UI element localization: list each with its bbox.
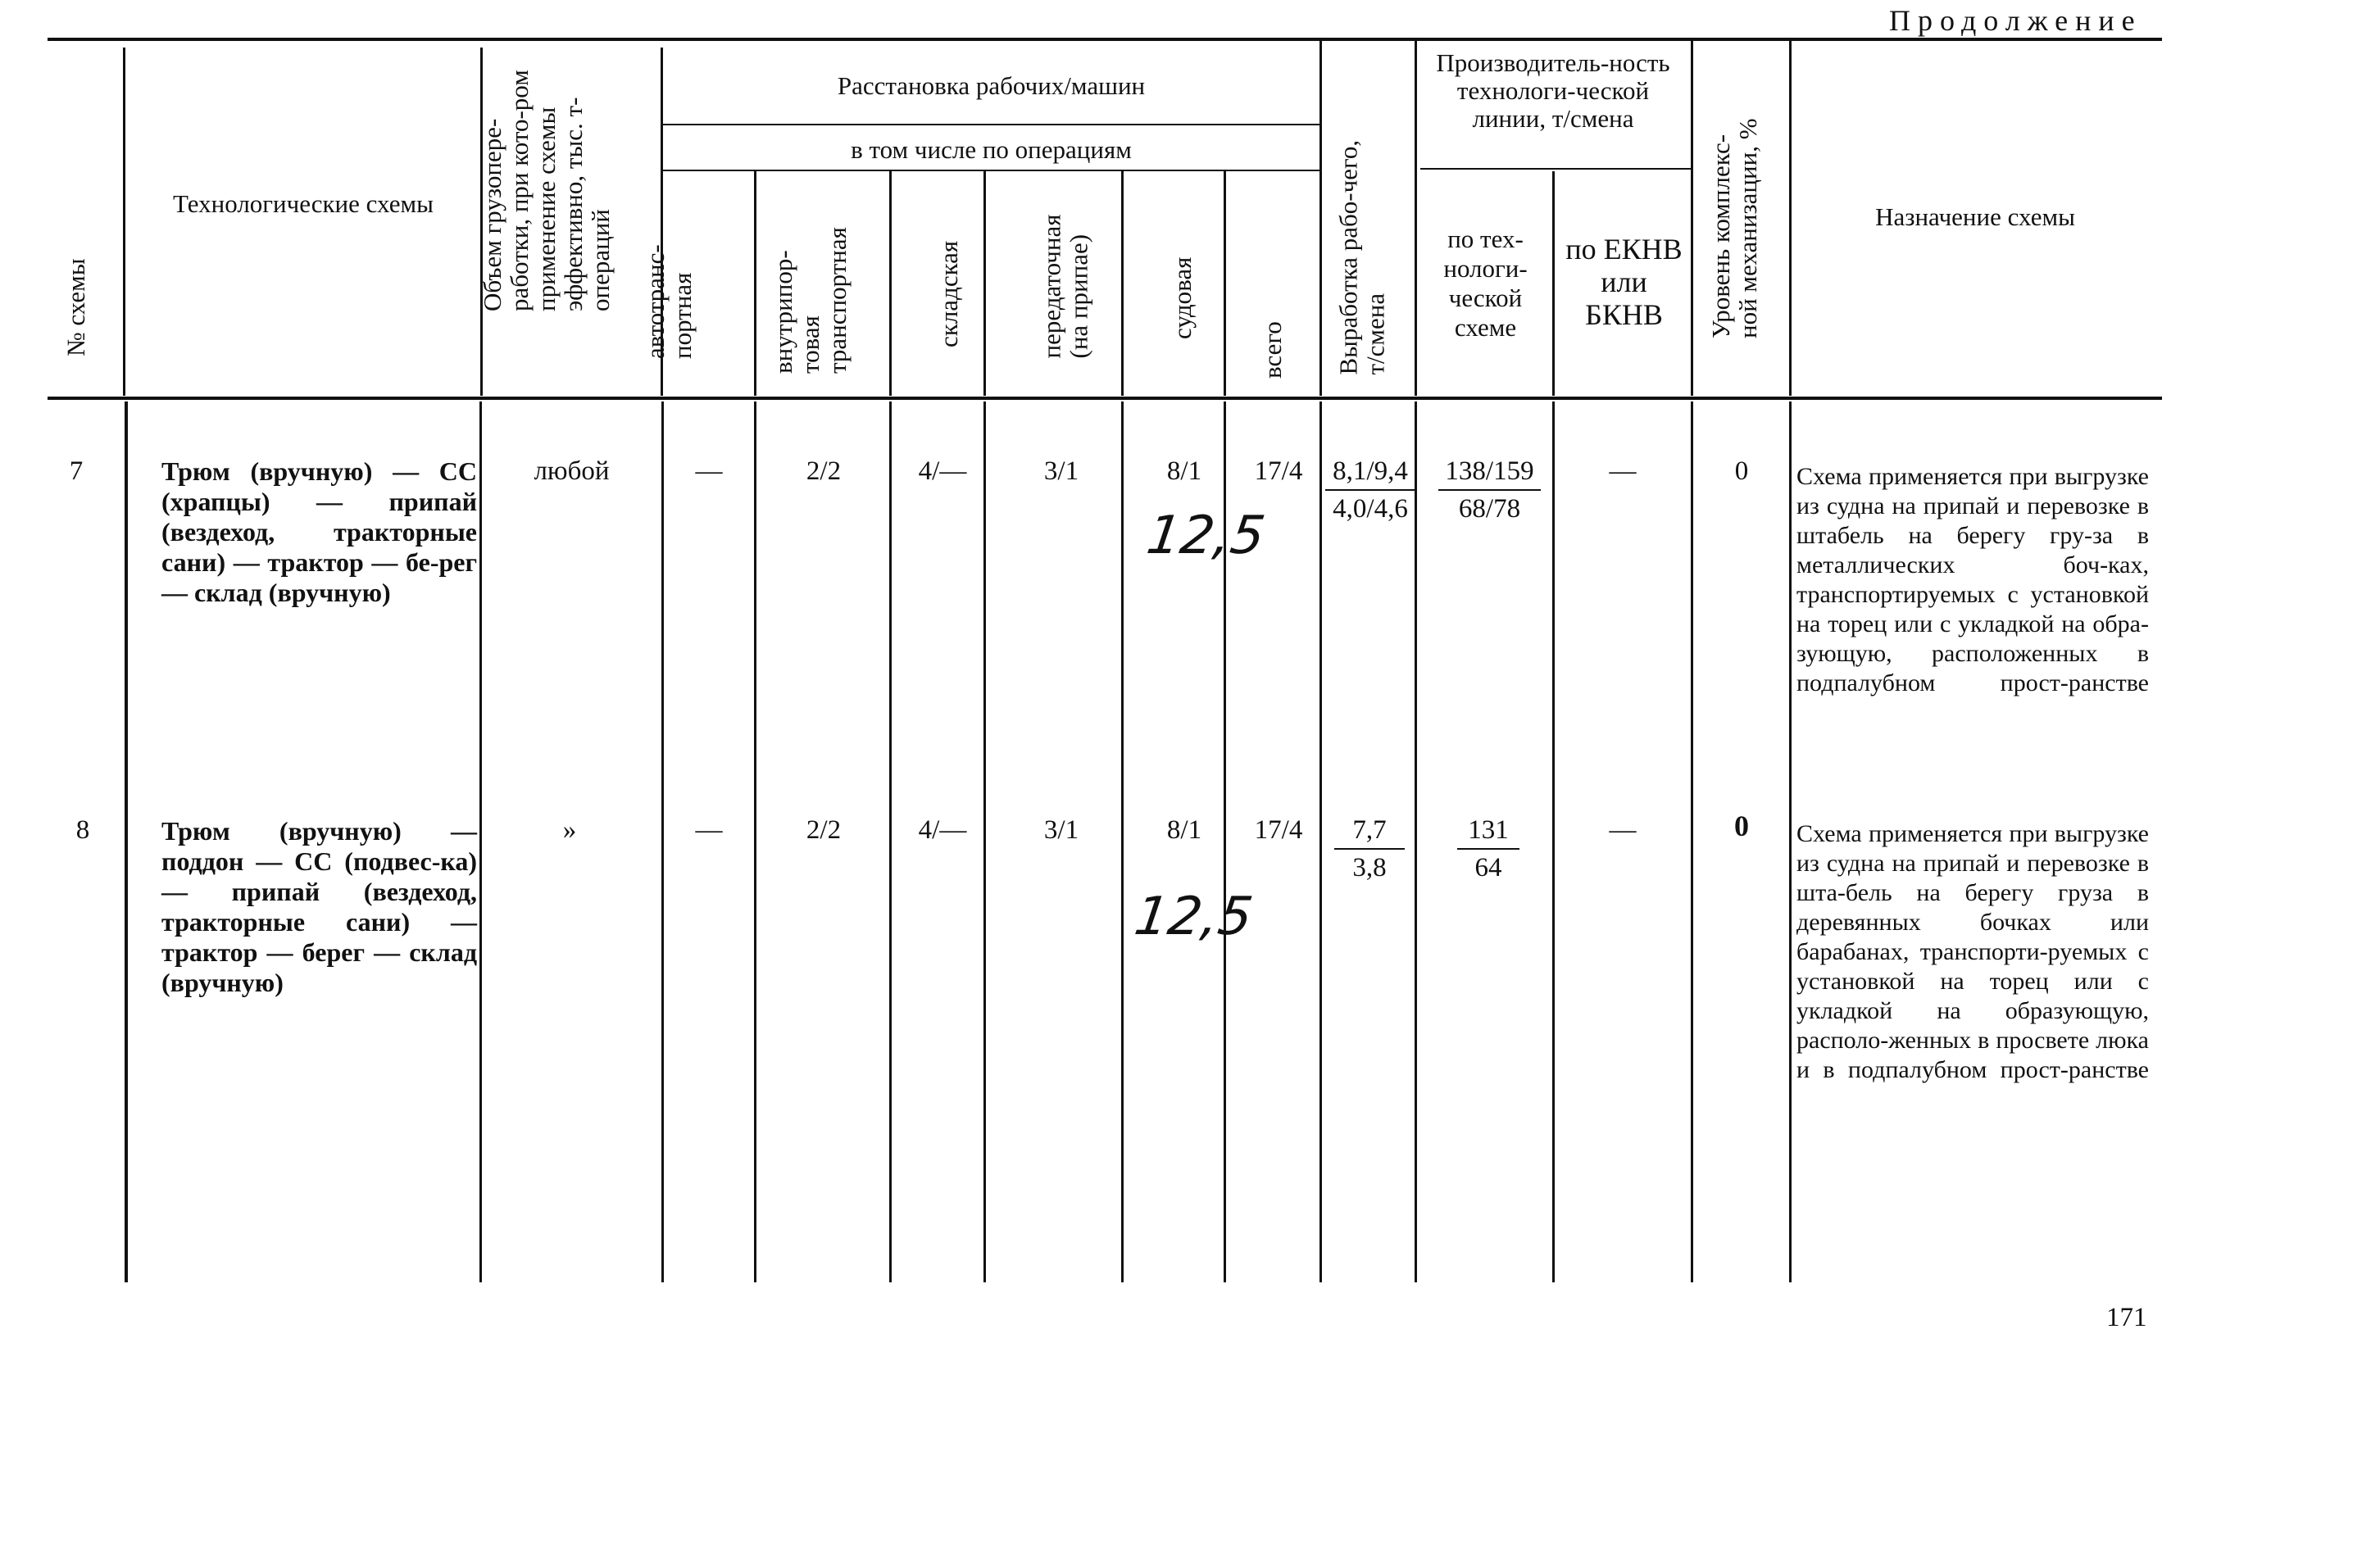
- body-divider: [1691, 401, 1693, 1282]
- fraction-bar: [1325, 489, 1415, 491]
- header-by-scheme: по тех-нологи-ческой схеме: [1443, 225, 1528, 342]
- body-divider: [661, 401, 664, 1282]
- row8-warehouse: 4/—: [918, 815, 967, 845]
- header-inner-text: внутрипор-товая транспортная: [769, 227, 852, 374]
- row7-ekvn: —: [1609, 456, 1637, 486]
- row8-handwritten-note: 12,5: [1130, 887, 1256, 947]
- body-divider: [1415, 401, 1417, 1282]
- header-divider: [123, 48, 125, 396]
- header-including: в том числе по операциям: [851, 135, 1132, 164]
- header-transfer-text: передаточная (на припае): [1037, 214, 1093, 359]
- row7-warehouse: 4/—: [918, 456, 967, 486]
- page-number: 171: [2106, 1303, 2147, 1332]
- table-top-rule: [48, 38, 2162, 41]
- row8-output-top: 7,7: [1352, 815, 1387, 845]
- row8-mechanization: 0: [1734, 810, 1749, 842]
- row8-auto: —: [695, 815, 723, 845]
- row7-mechanization: 0: [1734, 456, 1749, 486]
- header-divider: [1789, 41, 1792, 396]
- header-ship: судовая: [1168, 256, 1197, 339]
- header-divider: [1224, 171, 1226, 396]
- body-divider: [479, 401, 482, 1282]
- fraction-bar: [1457, 848, 1519, 850]
- row7-output: [1325, 455, 1415, 525]
- row7-volume: любой: [534, 456, 610, 486]
- row7-prod-top: 138/159: [1445, 456, 1534, 486]
- header-divider: [1552, 171, 1555, 396]
- row8-output-bottom: 3,8: [1352, 853, 1387, 882]
- row7-output-bottom: 4,0/4,6: [1333, 494, 1408, 524]
- including-subrule: [662, 170, 1319, 171]
- row8-volume: »: [562, 815, 577, 845]
- header-volume: [479, 41, 643, 311]
- row7-inner: 2/2: [806, 456, 842, 486]
- header-divider: [1121, 171, 1124, 396]
- body-divider: [983, 401, 986, 1282]
- row7-output-top: 8,1/9,4: [1333, 456, 1408, 486]
- row7-num: 7: [69, 456, 84, 486]
- header-scheme: Технологические схемы: [173, 189, 434, 218]
- row8-output: [1334, 814, 1405, 884]
- row8-total: 17/4: [1254, 815, 1303, 845]
- header-num: № схемы: [61, 258, 90, 356]
- body-divider: [1789, 401, 1792, 1282]
- row8-prod-bottom: 64: [1474, 853, 1502, 882]
- row7-total: 17/4: [1254, 456, 1303, 486]
- body-divider: [754, 401, 756, 1282]
- header-transfer: [1038, 211, 1100, 359]
- row7-ship: 8/1: [1166, 456, 1202, 486]
- row7-handwritten-note: 12,5: [1142, 506, 1269, 566]
- row7-auto: —: [695, 456, 723, 486]
- row7-scheme: Трюм (вручную) — СС (храпцы) — припай (вездеход, тракторные сани) — трактор — бе-рег — склад (вручную): [161, 456, 477, 607]
- header-divider: [889, 171, 892, 396]
- row8-num: 8: [75, 815, 90, 845]
- header-output: [1335, 138, 1397, 375]
- header-inner: [770, 202, 860, 374]
- row8-scheme: Трюм (вручную) — поддон — СС (подвес-ка) — припай (вездеход, тракторные сани) — трактор — берег — склад (вручную): [161, 816, 477, 997]
- header-by-ekvn: по ЕКНВ или БКНВ: [1565, 233, 1683, 331]
- row7-transfer: 3/1: [1043, 456, 1079, 486]
- header-divider: [1319, 41, 1322, 396]
- header-auto-text: автотранс-портная: [641, 244, 697, 359]
- header-output-text: Выработка рабо-чего, т/смена: [1333, 139, 1390, 375]
- body-divider: [1121, 401, 1124, 1282]
- header-mechanization: [1707, 101, 1773, 338]
- row8-ship: 8/1: [1166, 815, 1202, 845]
- header-divider: [1415, 41, 1417, 396]
- body-divider: [125, 401, 128, 1282]
- placement-subrule: [662, 124, 1319, 125]
- header-productivity: Производитель-ность технологи-ческой линии, т/смена: [1436, 48, 1670, 133]
- row8-purpose: Схема применяется при выгрузке из судна на припай и перевозке в шта-бель на берегу груза в деревянных бочках или барабанах, транспорти-руемых с установкой на торец или с укладкой на образующую, располо-женных в просвете люка и в подпалубном прост-ранстве: [1796, 820, 2149, 1083]
- header-warehouse: складская: [934, 240, 963, 347]
- row7-purpose: Схема применяется при выгрузке из судна на припай и перевозке в штабель на берегу гру-за в металлических боч-ках, транспортируемых с установкой на торец или с укладкой на обра-зующую, расположенных в подпалубном прост-ранстве: [1796, 463, 2149, 696]
- row8-transfer: 3/1: [1043, 815, 1079, 845]
- header-bottom-rule: [48, 397, 2162, 400]
- header-volume-text: Объем грузопере-работки, при кото-ром применение схемы эффективно, тыс. т-операций: [478, 70, 615, 311]
- header-mechanization-text: Уровень комплекс-ной механизации, %: [1706, 118, 1762, 338]
- header-placement: Расстановка рабочих/машин: [837, 71, 1146, 100]
- body-divider: [1319, 401, 1322, 1282]
- row8-prod-top: 131: [1468, 815, 1509, 845]
- header-divider: [1691, 41, 1693, 396]
- fraction-bar: [1334, 848, 1405, 850]
- productivity-subrule: [1420, 168, 1691, 170]
- header-divider: [754, 171, 756, 396]
- header-purpose: Назначение схемы: [1875, 202, 2075, 231]
- fraction-bar: [1438, 489, 1541, 491]
- row7-prod-bottom: 68/78: [1458, 494, 1521, 524]
- row8-inner: 2/2: [806, 815, 842, 845]
- row7-productivity: [1438, 455, 1541, 525]
- header-total: всего: [1258, 321, 1287, 379]
- header-auto: [642, 220, 699, 359]
- row8-productivity: [1457, 814, 1519, 884]
- header-divider: [983, 171, 986, 396]
- row8-ekvn: —: [1609, 815, 1637, 845]
- body-divider: [889, 401, 892, 1282]
- continuation-caption: Продолжение: [1889, 4, 2142, 37]
- body-divider: [1552, 401, 1555, 1282]
